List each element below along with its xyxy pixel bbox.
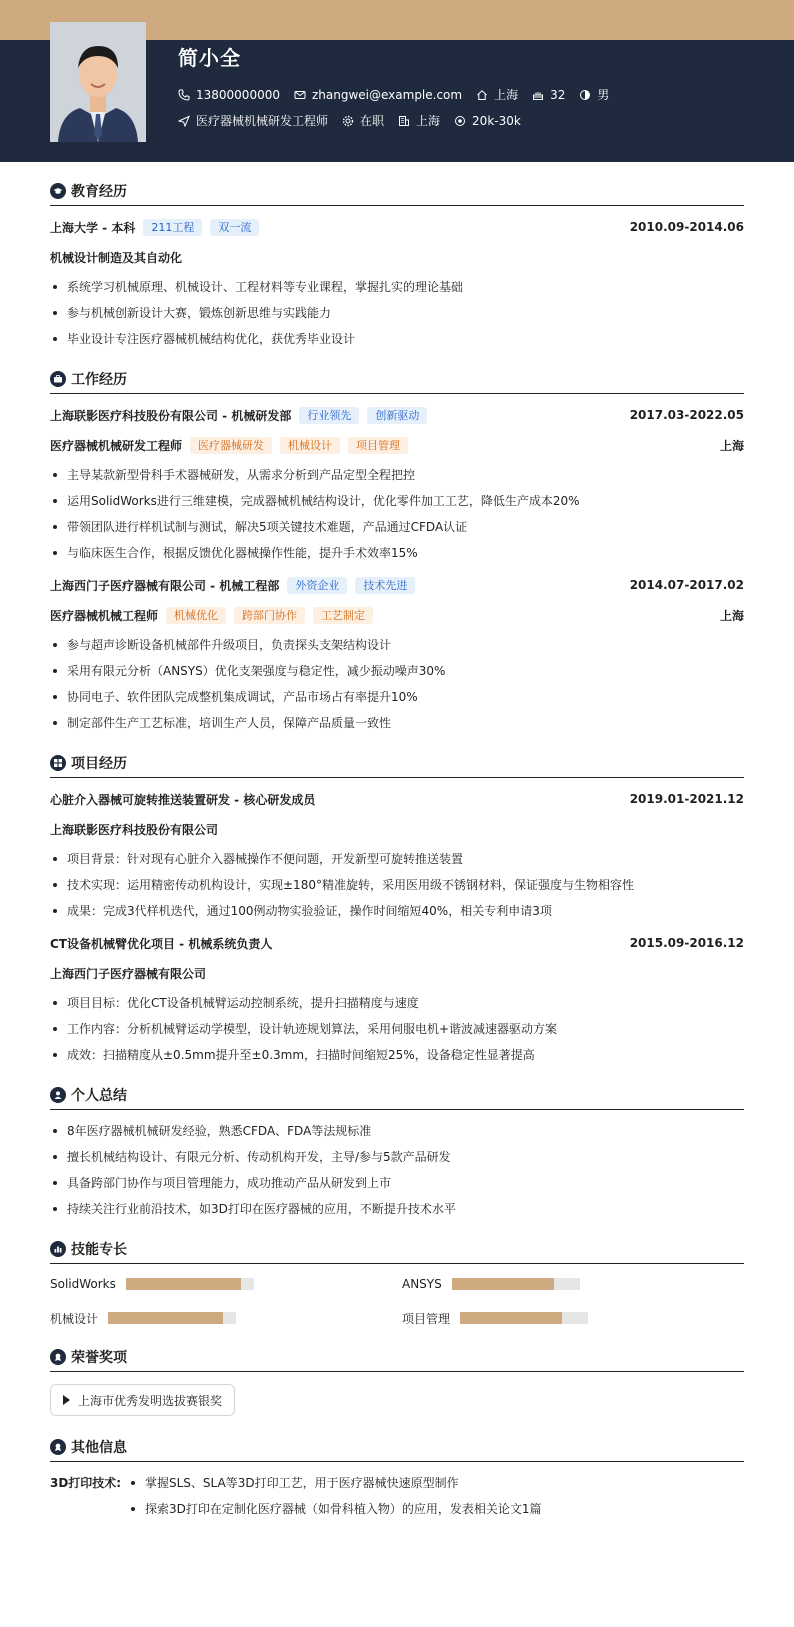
major-name: 机械设计制造及其自动化 [50,250,183,265]
project-company: 上海联影医疗科技股份有限公司 [50,822,219,837]
projects-title: 项目经历 [71,755,127,772]
skill-item [50,1276,402,1292]
skills-section [50,1234,744,1326]
phone-text: 13800000000 [196,87,280,102]
graduation-cap-icon [50,183,66,199]
summary-header [50,1080,744,1110]
company-tag: 创新驱动 [367,407,427,424]
project-bullets [50,994,744,1064]
school-name: 上海大学 - 本科 [50,220,136,235]
summary-section [50,1080,744,1218]
list-item: 参与机械创新设计大赛，锻炼创新思维与实践能力 [50,304,744,322]
position-info [178,112,328,129]
list-item: 系统学习机械原理、机械设计、工程材料等专业课程，掌握扎实的理论基础 [50,278,744,296]
age-info [532,88,565,102]
education-major-row [50,248,744,266]
work-entry [50,406,744,562]
role-tag: 跨部门协作 [234,607,305,624]
company-tag: 技术先进 [355,577,415,594]
work-date: 2014.07-2017.02 [629,578,744,592]
summary-bullets [50,1122,744,1218]
education-section [50,176,744,348]
list-item: 主导某款新型骨科手术器械研发，从需求分析到产品定型全程把控 [50,466,744,484]
company-tag: 行业领先 [299,407,359,424]
other-section [50,1432,744,1526]
salary-info [454,114,521,128]
profile-photo [50,22,146,142]
company-tag: 外资企业 [287,577,347,594]
school-tag: 211工程 [143,219,202,236]
list-item: 运用SolidWorks进行三维建模，完成器械机械结构设计，优化零件加工工艺，降低生产成本20% [50,492,744,510]
project-company-row [50,964,744,982]
contact-row [178,86,623,103]
salary-text: 20k-30k [472,113,521,128]
role-tag: 项目管理 [348,437,408,454]
skills-header [50,1234,744,1264]
role-name: 医疗器械机械工程师 [50,608,159,623]
project-date: 2019.01-2021.12 [629,792,744,806]
project-date: 2015.09-2016.12 [629,936,744,950]
project-bullets [50,850,744,920]
work-company-row [50,406,744,424]
skills-title: 技能专长 [71,1241,127,1258]
company-name: 上海联影医疗科技股份有限公司 - 机械研发部 [50,408,292,423]
projects-header [50,748,744,778]
education-date: 2010.09-2014.06 [629,220,744,234]
project-title-row [50,790,744,808]
list-item: 与临床医生合作，根据反馈优化器械操作性能，提升手术效率15% [50,544,744,562]
project-title: CT设备机械臂优化项目 - 机械系统负责人 [50,936,273,951]
project-entry [50,790,744,920]
list-item: 探索3D打印在定制化医疗器械（如骨科植入物）的应用，发表相关论文1篇 [128,1500,744,1518]
status-info [342,112,384,129]
email-info [294,88,462,102]
building-icon [398,115,410,127]
work-date: 2017.03-2022.05 [629,408,744,422]
project-title: 心脏介入器械可旋转推送装置研发 - 核心研发成员 [50,792,316,807]
work-title: 工作经历 [71,371,127,388]
other-bullets [128,1474,744,1526]
awards-section [50,1342,744,1416]
work-header [50,364,744,394]
education-bullets [50,278,744,348]
summary-title: 个人总结 [71,1087,127,1104]
project-company: 上海西门子医疗器械有限公司 [50,966,207,981]
skill-bar [452,1278,580,1290]
list-item: 8年医疗器械机械研发经验，熟悉CFDA、FDA等法规标准 [50,1122,744,1140]
list-item: 制定部件生产工艺标准，培训生产人员，保障产品质量一致性 [50,714,744,732]
other-row [50,1474,744,1526]
other-title: 其他信息 [71,1439,127,1456]
skill-bar-fill [452,1278,554,1290]
skill-name: ANSYS [402,1277,442,1291]
skill-name: SolidWorks [50,1277,116,1291]
projects-section [50,748,744,1064]
list-item: 技术实现：运用精密传动机构设计，实现±180°精准旋转，采用医用级不锈钢材料，保证强度与生物相容性 [50,876,744,894]
project-entry [50,934,744,1064]
skill-name: 机械设计 [50,1311,99,1326]
skills-grid [50,1276,744,1326]
email-text: zhangwei@example.com [311,87,463,102]
grid-icon [50,755,66,771]
project-company-row [50,820,744,838]
skill-bar-fill [108,1312,223,1324]
list-item: 具备跨部门协作与项目管理能力，成功推动产品从研发到上市 [50,1174,744,1192]
list-item: 项目背景：针对现有心脏介入器械操作不便问题，开发新型可旋转推送装置 [50,850,744,868]
company-name: 上海西门子医疗器械有限公司 - 机械工程部 [50,578,280,593]
gender-info [579,86,609,103]
age-text: 32 [550,87,566,102]
skill-item [50,1310,402,1326]
school-tag: 双一流 [210,219,259,236]
role-name: 医疗器械机械研发工程师 [50,438,183,453]
skill-item [402,1310,744,1326]
phone-icon [178,89,190,101]
gender-icon [579,89,591,101]
awards-header [50,1342,744,1372]
home-icon [476,89,488,101]
candidate-name: 简小全 [178,46,241,70]
work-location: 上海 [719,608,744,623]
skill-bar [108,1312,236,1324]
list-item: 参与超声诊断设备机械部件升级项目，负责探头支架结构设计 [50,636,744,654]
skill-bar-fill [460,1312,562,1324]
award-text: 上海市优秀发明选拔赛银奖 [78,1393,223,1408]
education-school-row [50,218,744,236]
work-bullets [50,636,744,732]
medal-icon [50,1349,66,1365]
location-text: 上海 [494,88,519,102]
work-location: 上海 [719,438,744,453]
list-item: 项目目标：优化CT设备机械臂运动控制系统，提升扫描精度与速度 [50,994,744,1012]
skill-name: 项目管理 [402,1311,451,1326]
triangle-right-icon [63,1395,70,1405]
resume-content [50,176,744,1542]
phone-info [178,88,280,102]
medal-icon [50,1439,66,1455]
briefcase-icon [50,371,66,387]
city-info [398,112,440,129]
job-intent-row [178,112,535,129]
list-item: 毕业设计专注医疗器械机械结构优化，获优秀毕业设计 [50,330,744,348]
other-header [50,1432,744,1462]
list-item: 成效：扫描精度从±0.5mm提升至±0.3mm，扫描时间缩短25%，设备稳定性显著提高 [50,1046,744,1064]
work-company-row [50,576,744,594]
work-role-row [50,436,744,454]
location-info [476,86,518,103]
other-label: 3D打印技术: [50,1476,122,1490]
awards-title: 荣誉奖项 [71,1349,127,1366]
list-item: 持续关注行业前沿技术，如3D打印在医疗器械的应用，不断提升技术水平 [50,1200,744,1218]
work-section [50,364,744,732]
role-tag: 工艺制定 [313,607,373,624]
list-item: 工作内容：分析机械臂运动学模型，设计轨迹规划算法，采用伺服电机+谐波减速器驱动方案 [50,1020,744,1038]
gear-icon [342,115,354,127]
status-text: 在职 [360,114,385,128]
mail-icon [294,89,306,101]
coin-icon [454,115,466,127]
skill-bar [126,1278,254,1290]
skill-bar [460,1312,588,1324]
list-item: 采用有限元分析（ANSYS）优化支架强度与稳定性，减少振动噪声30% [50,662,744,680]
education-header [50,176,744,206]
cake-icon [532,89,544,101]
list-item: 协同电子、软件团队完成整机集成调试，产品市场占有率提升10% [50,688,744,706]
list-item: 掌握SLS、SLA等3D打印工艺，用于医疗器械快速原型制作 [128,1474,744,1492]
education-title: 教育经历 [71,183,127,200]
skill-item [402,1276,744,1292]
list-item: 擅长机械结构设计、有限元分析、传动机构开发，主导/参与5款产品研发 [50,1148,744,1166]
send-icon [178,115,190,127]
chart-icon [50,1241,66,1257]
user-icon [50,1087,66,1103]
position-text: 医疗器械机械研发工程师 [196,114,329,128]
gender-text: 男 [597,88,610,102]
list-item: 带领团队进行样机试制与测试，解决5项关键技术难题，产品通过CFDA认证 [50,518,744,536]
work-entry [50,576,744,732]
role-tag: 机械优化 [166,607,226,624]
role-tag: 机械设计 [280,437,340,454]
role-tag: 医疗器械研发 [190,437,272,454]
project-title-row [50,934,744,952]
skill-bar-fill [126,1278,241,1290]
work-role-row [50,606,744,624]
work-bullets [50,466,744,562]
city-text: 上海 [416,114,441,128]
list-item: 成果：完成3代样机迭代，通过100例动物实验验证，操作时间缩短40%，相关专利申请3项 [50,902,744,920]
award-item[interactable] [50,1384,235,1416]
